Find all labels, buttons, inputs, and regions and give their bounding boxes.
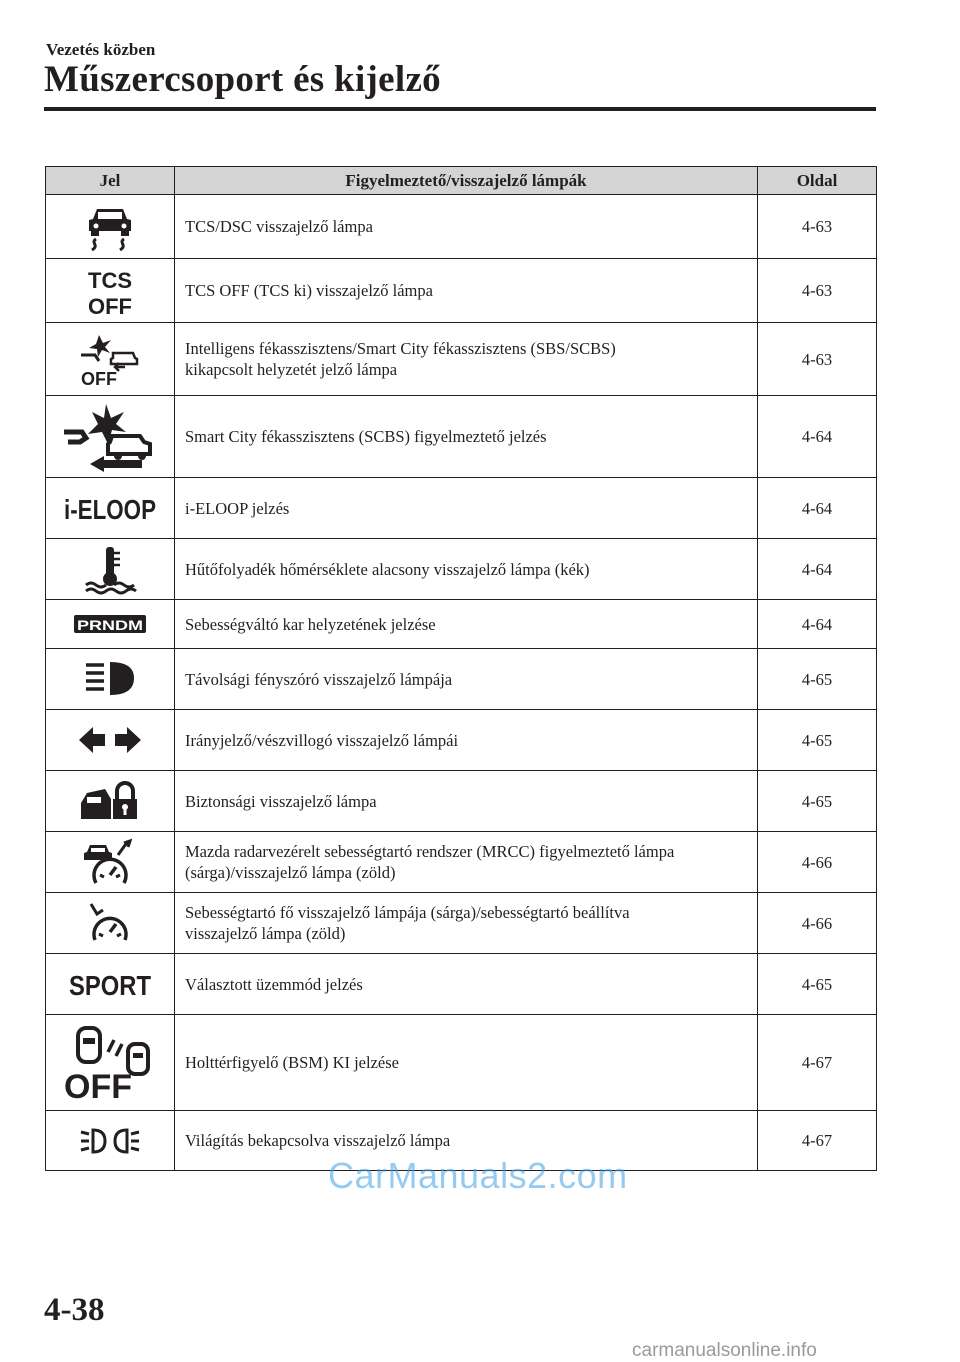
lamp-description: Biztonsági visszajelző lámpa	[175, 771, 758, 832]
i-eloop-icon-text: i-ELOOP	[64, 494, 156, 525]
table-header-row	[46, 167, 877, 195]
sport-icon-text: SPORT	[69, 970, 151, 1001]
page-reference: 4-63	[758, 323, 877, 396]
page-reference: 4-65	[758, 771, 877, 832]
table-row	[46, 771, 877, 832]
table-row	[46, 323, 877, 396]
watermark: CarManuals2.com	[328, 1155, 628, 1196]
prndm-icon-text: PRNDM	[77, 617, 143, 633]
lamp-description: Távolsági fényszóró visszajelző lámpája	[175, 649, 758, 710]
lamp-description: Választott üzemmód jelzés	[175, 954, 758, 1015]
cruise-control-icon	[46, 893, 175, 954]
table-row	[46, 396, 877, 478]
table-row	[46, 649, 877, 710]
page-reference: 4-64	[758, 478, 877, 539]
off-icon-text: OFF	[81, 369, 117, 389]
lamp-description: Irányjelző/vészvillogó visszajelző lámpái	[175, 710, 758, 771]
i-eloop-icon	[46, 478, 175, 539]
lamp-description: Sebességtartó fő visszajelző lámpája (sárga)/sebességtartó beállítva visszajelző lámpa (zöld)	[175, 893, 758, 954]
page-reference: 4-64	[758, 600, 877, 649]
lamp-description: Hűtőfolyadék hőmérséklete alacsony visszajelző lámpa (kék)	[175, 539, 758, 600]
page-reference: 4-66	[758, 893, 877, 954]
page-reference: 4-67	[758, 1015, 877, 1111]
high-beam-icon	[46, 649, 175, 710]
page-reference: 4-65	[758, 954, 877, 1015]
page-reference: 4-65	[758, 649, 877, 710]
lamp-description: Világítás bekapcsolva visszajelző lámpa	[175, 1111, 758, 1171]
table-row	[46, 893, 877, 954]
section-label: Vezetés közben	[46, 40, 156, 59]
lamp-description: TCS OFF (TCS ki) visszajelző lámpa	[175, 259, 758, 323]
table-row	[46, 832, 877, 893]
page-number: 4-38	[44, 1292, 105, 1328]
lights-on-icon	[46, 1111, 175, 1171]
page-reference: 4-67	[758, 1111, 877, 1171]
table-row	[46, 954, 877, 1015]
lamp-description: Mazda radarvezérelt sebességtartó rendszer (MRCC) figyelmeztető lámpa (sárga)/visszajelző lámpa (zöld)	[175, 832, 758, 893]
lamp-description: TCS/DSC visszajelző lámpa	[175, 195, 758, 259]
table-row	[46, 600, 877, 649]
turn-signal-icon	[46, 710, 175, 771]
title-rule	[44, 107, 876, 111]
security-icon	[46, 771, 175, 832]
column-header-page: Oldal	[758, 167, 877, 195]
table-row	[46, 1015, 877, 1111]
lamp-description: Intelligens fékasszisztens/Smart City fékasszisztens (SBS/SCBS) kikapcsolt helyzetét jelző lámpa	[175, 323, 758, 396]
scbs-warning-icon	[46, 396, 175, 478]
table-row	[46, 710, 877, 771]
bsm-off-icon	[46, 1015, 175, 1111]
page-reference: 4-66	[758, 832, 877, 893]
column-header-symbol: Jel	[46, 167, 175, 195]
tcs-icon-text: TCS	[88, 267, 132, 293]
page-reference: 4-65	[758, 710, 877, 771]
tcs-off-icon	[46, 259, 175, 323]
off-icon-text: OFF	[64, 1067, 132, 1106]
table-row	[46, 259, 877, 323]
lamp-description: Smart City fékasszisztens (SCBS) figyelmeztető jelzés	[175, 396, 758, 478]
table-row	[46, 539, 877, 600]
off-icon-text: OFF	[88, 293, 132, 319]
lamp-description: i-ELOOP jelzés	[175, 478, 758, 539]
page-reference: 4-63	[758, 259, 877, 323]
warning-lamp-table	[45, 166, 877, 1171]
page-reference: 4-64	[758, 396, 877, 478]
page-reference: 4-63	[758, 195, 877, 259]
sbs-scbs-off-icon	[46, 323, 175, 396]
gear-position-icon	[46, 600, 175, 649]
table-row	[46, 478, 877, 539]
lamp-description: Sebességváltó kar helyzetének jelzése	[175, 600, 758, 649]
tcs-dsc-icon	[46, 195, 175, 259]
lamp-description: Holttérfigyelő (BSM) KI jelzése	[175, 1015, 758, 1111]
column-header-lamps: Figyelmeztető/visszajelző lámpák	[175, 167, 758, 195]
sport-mode-icon	[46, 954, 175, 1015]
chapter-title: Műszercsoport és kijelző	[44, 59, 441, 100]
mrcc-icon	[46, 832, 175, 893]
table-row	[46, 195, 877, 259]
page-reference: 4-64	[758, 539, 877, 600]
coolant-temp-low-icon	[46, 539, 175, 600]
footer-site: carmanualsonline.info	[632, 1340, 817, 1361]
